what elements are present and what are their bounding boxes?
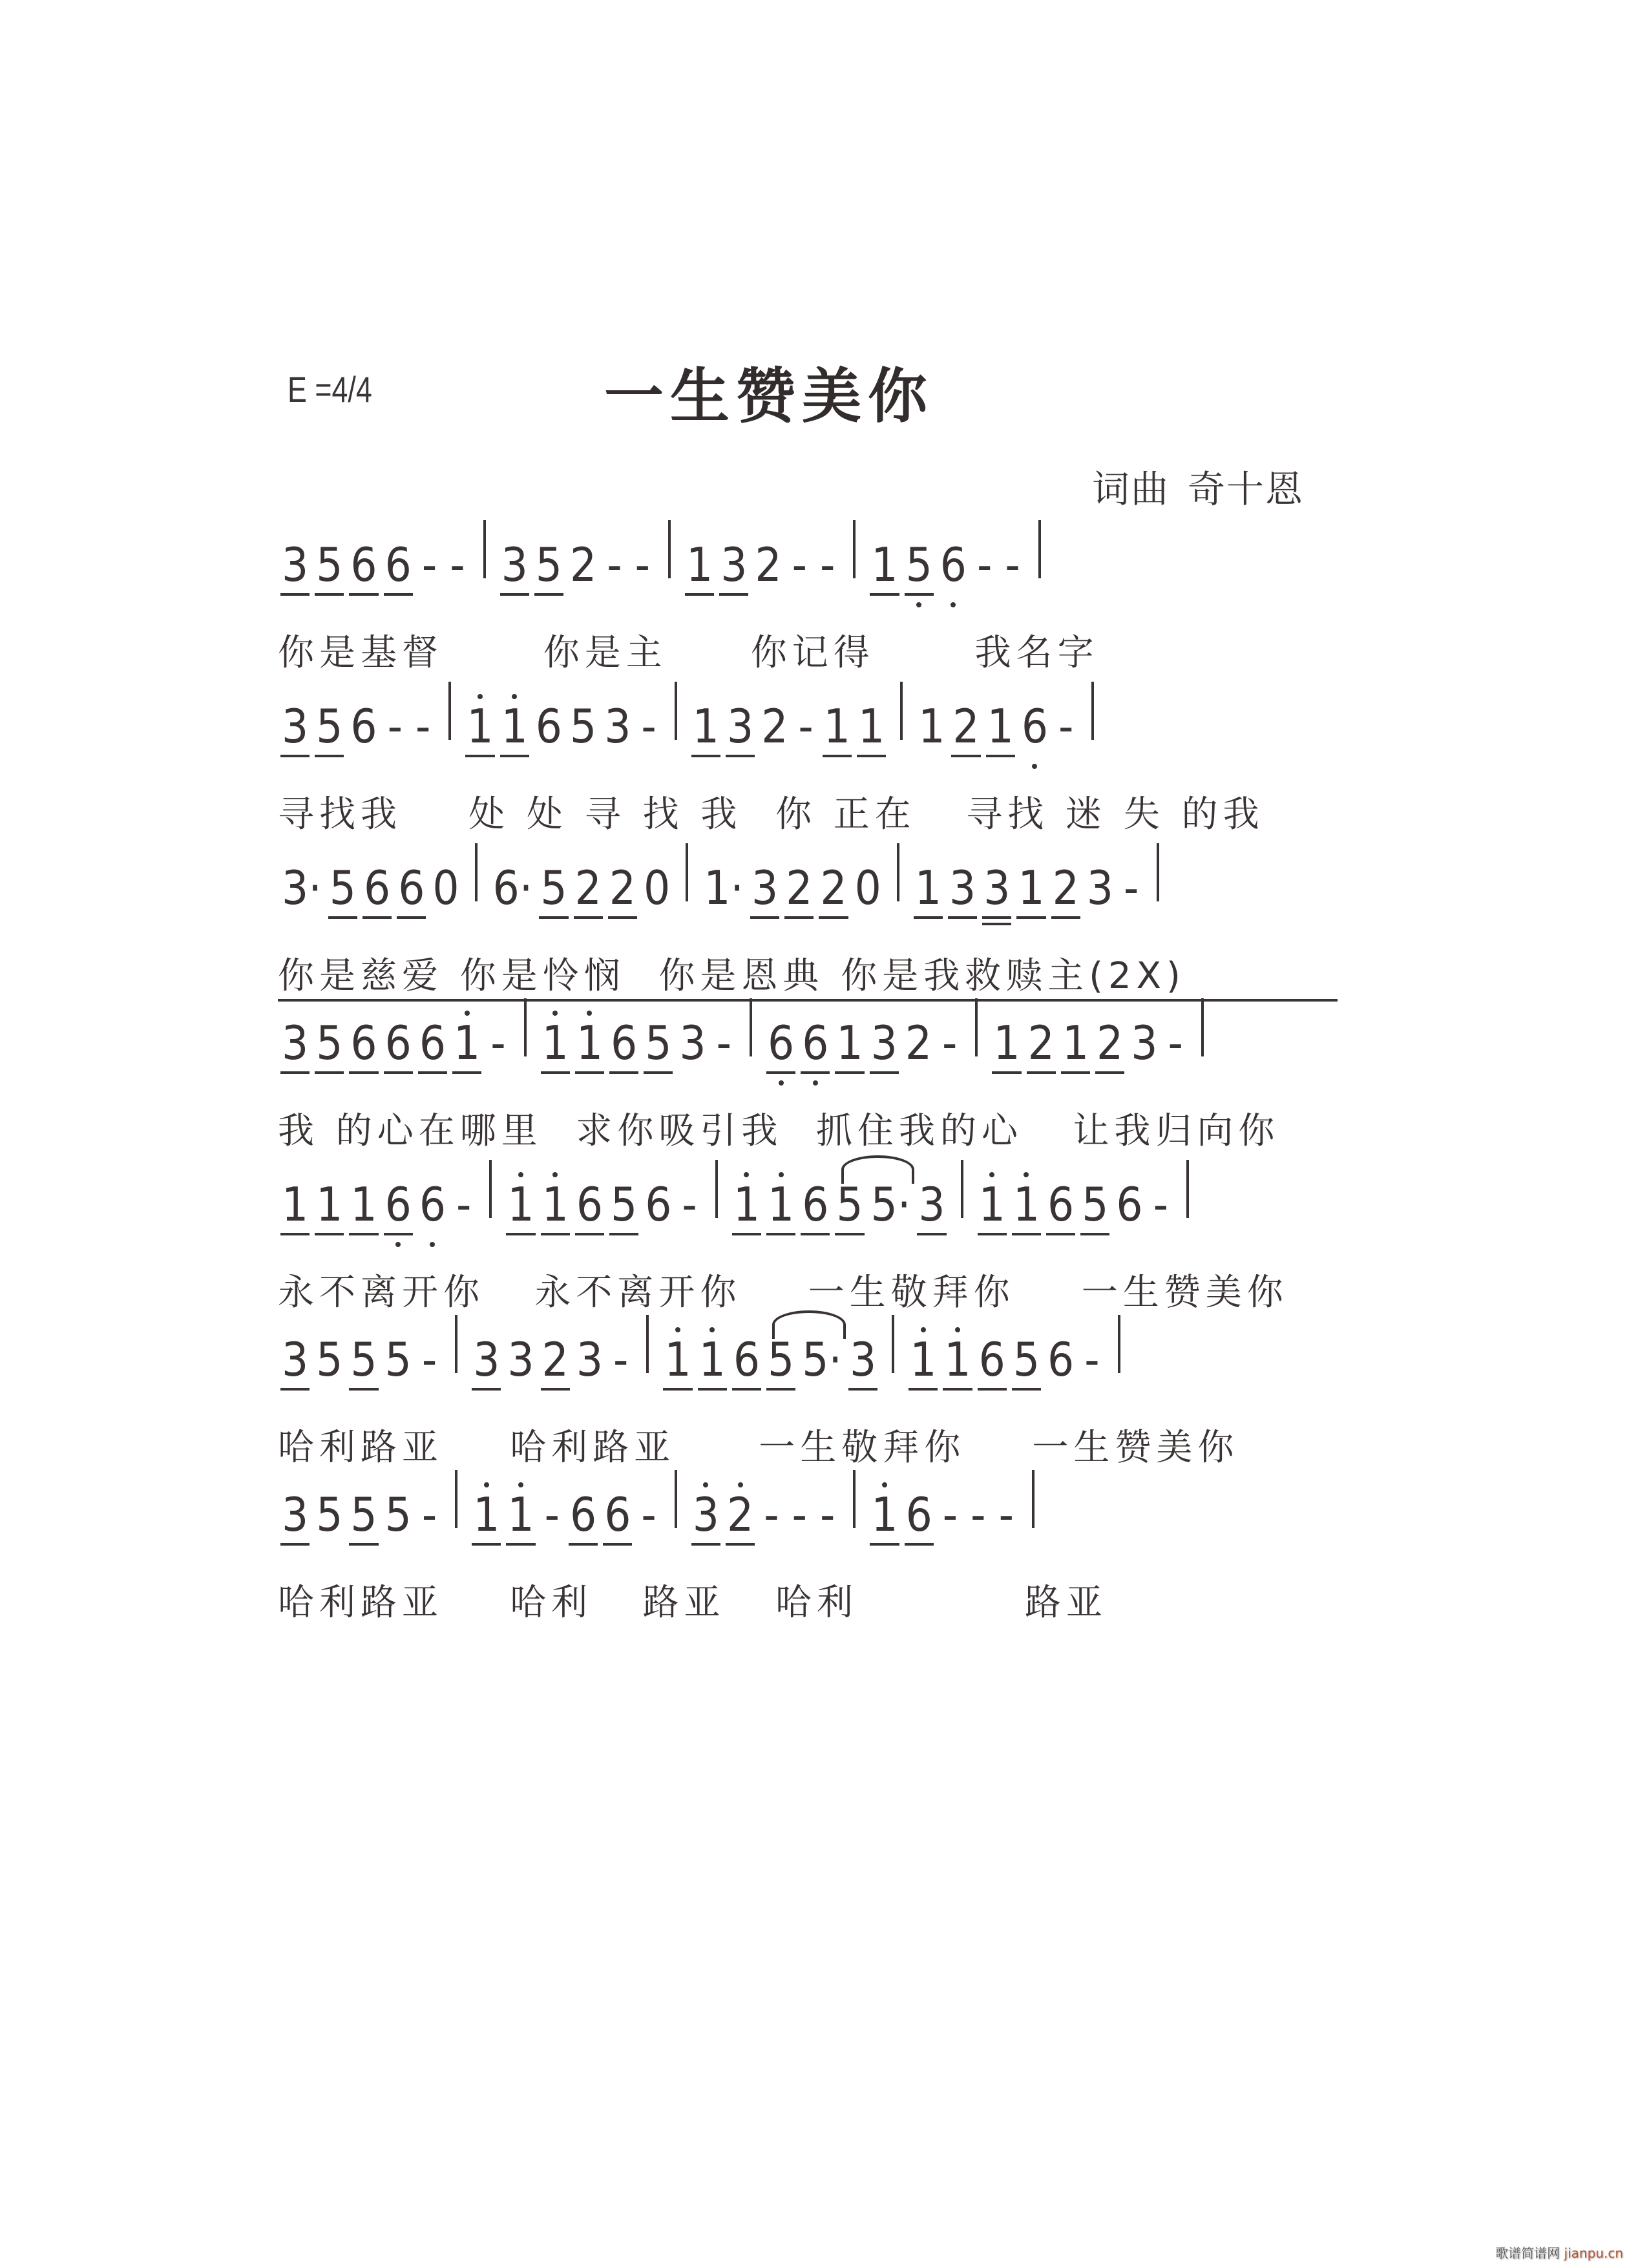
note: 3 bbox=[498, 541, 532, 588]
note: 5 bbox=[316, 1332, 343, 1387]
hold-dash: - bbox=[942, 1016, 958, 1070]
note: 1 bbox=[867, 541, 901, 588]
notation-line bbox=[278, 672, 1338, 753]
note: 1 bbox=[764, 1181, 798, 1228]
note: 6 bbox=[1044, 1181, 1078, 1228]
note: 3 bbox=[576, 1332, 604, 1387]
note: 6 bbox=[975, 1336, 1009, 1383]
octave-up-dot-icon bbox=[955, 1327, 960, 1332]
note: 6 bbox=[566, 1491, 600, 1538]
note: 1 bbox=[940, 1336, 974, 1383]
note: 1 bbox=[450, 1020, 484, 1066]
note: 5 bbox=[1009, 1336, 1044, 1383]
hold-dash: - bbox=[819, 1487, 835, 1542]
notation-line bbox=[278, 1150, 1338, 1232]
note: 1 bbox=[911, 865, 945, 911]
hold-dash: - bbox=[387, 699, 403, 753]
note: 3 bbox=[723, 703, 757, 750]
note: 3 bbox=[1131, 1016, 1158, 1070]
barline bbox=[1038, 520, 1041, 578]
score-row bbox=[278, 1305, 1338, 1471]
note: 2 bbox=[1093, 1020, 1127, 1066]
note: 0 bbox=[432, 861, 459, 915]
note: 6 bbox=[607, 1020, 641, 1066]
barline bbox=[853, 1470, 856, 1528]
note: 6 bbox=[360, 865, 394, 911]
barline bbox=[892, 1315, 894, 1373]
note: 2 bbox=[816, 865, 850, 911]
note: 5 bbox=[312, 1020, 346, 1066]
hold-dash: - bbox=[976, 538, 993, 592]
note: 6 bbox=[902, 1491, 936, 1538]
note: 1 bbox=[689, 703, 723, 750]
note: 1 bbox=[975, 1181, 1009, 1228]
note: 1 bbox=[503, 1491, 538, 1538]
barline bbox=[853, 520, 856, 578]
note: 1 bbox=[463, 703, 497, 750]
octave-up-dot-icon bbox=[478, 694, 483, 699]
note: 6 bbox=[645, 1177, 672, 1232]
note: 2 bbox=[761, 699, 788, 753]
octave-down-dot-icon bbox=[395, 1242, 401, 1247]
octave-up-dot-icon bbox=[587, 1011, 592, 1016]
octave-down-dot-icon bbox=[779, 1080, 784, 1086]
hold-dash: - bbox=[421, 538, 437, 592]
hold-dash: - bbox=[798, 699, 814, 753]
barline bbox=[1157, 843, 1159, 901]
credit-name: 奇十恩 bbox=[1188, 467, 1305, 511]
note: 6 bbox=[1047, 1332, 1075, 1387]
note: 3 bbox=[278, 541, 312, 588]
octave-down-dot-icon bbox=[430, 1242, 435, 1247]
barline bbox=[524, 998, 527, 1056]
note: 2 bbox=[755, 538, 782, 592]
lyrics-line: 寻找我 处 处 寻 找 我 你 正在 寻找 迷 失 的我 bbox=[278, 793, 1265, 835]
note: 3 bbox=[945, 865, 980, 911]
note: 3 bbox=[689, 1491, 723, 1538]
note: 3· bbox=[282, 861, 322, 915]
barline bbox=[668, 520, 671, 578]
note: 5 bbox=[384, 1332, 412, 1387]
note: 5 bbox=[536, 865, 571, 911]
note: 1 bbox=[1009, 1181, 1044, 1228]
hold-dash: - bbox=[1084, 1332, 1100, 1387]
note: 6 bbox=[730, 1336, 764, 1383]
notation-line bbox=[278, 1305, 1338, 1387]
octave-up-dot-icon bbox=[703, 1482, 708, 1487]
note: 5 bbox=[1078, 1181, 1112, 1228]
note: 1 bbox=[854, 703, 888, 750]
note: 2 bbox=[538, 1336, 572, 1383]
note: 1 bbox=[918, 699, 945, 753]
note: 2 bbox=[1024, 1020, 1058, 1066]
note: 1 bbox=[1014, 865, 1048, 911]
watermark-url: jianpu.cn bbox=[1564, 2245, 1623, 2261]
octave-up-dot-icon bbox=[1024, 1172, 1029, 1177]
octave-up-dot-icon bbox=[744, 1172, 749, 1177]
note: 5 bbox=[384, 1487, 412, 1542]
barline bbox=[1118, 1315, 1120, 1373]
note: 2 bbox=[782, 865, 816, 911]
watermark-site: 歌谱简谱网 bbox=[1495, 2245, 1560, 2261]
hold-dash: - bbox=[641, 699, 656, 753]
barline bbox=[1091, 682, 1094, 740]
note: 6 bbox=[764, 1020, 798, 1066]
hold-dash: - bbox=[792, 1487, 807, 1542]
note: 1 bbox=[346, 1181, 381, 1228]
hold-dash: - bbox=[716, 1016, 732, 1070]
octave-up-dot-icon bbox=[709, 1327, 715, 1332]
note: 3 bbox=[846, 1336, 880, 1383]
hold-dash: - bbox=[1124, 861, 1139, 915]
note: 5 bbox=[346, 1336, 381, 1383]
barline bbox=[750, 998, 752, 1056]
note: 6· bbox=[492, 861, 533, 915]
octave-up-dot-icon bbox=[518, 1172, 523, 1177]
lyrics-line: 你是慈爱 你是怜悯 你是恩典 你是我救赎主(2X) bbox=[278, 947, 1338, 1002]
note: 2 bbox=[1049, 865, 1083, 911]
note: 3 bbox=[507, 1332, 534, 1387]
note: 6 bbox=[350, 699, 377, 753]
note: 6 bbox=[394, 865, 428, 911]
hold-dash: - bbox=[421, 1332, 437, 1387]
note: 1· bbox=[704, 861, 744, 915]
note: 6 bbox=[346, 1020, 381, 1066]
note: 6 bbox=[798, 1181, 832, 1228]
barline bbox=[686, 843, 688, 901]
notation-line bbox=[278, 989, 1338, 1070]
hold-dash: - bbox=[456, 1177, 472, 1232]
hold-dash: - bbox=[421, 1487, 437, 1542]
barline bbox=[900, 682, 903, 740]
hold-dash: - bbox=[682, 1177, 697, 1232]
note: 1 bbox=[498, 703, 532, 750]
lyrics-line: 哈利路亚 哈利 路亚 哈利 路亚 bbox=[278, 1582, 1108, 1624]
note: 0 bbox=[643, 861, 671, 915]
note: 5 bbox=[326, 865, 360, 911]
note: 6 bbox=[535, 699, 562, 753]
octave-down-dot-icon bbox=[1032, 764, 1037, 769]
barline bbox=[448, 682, 451, 740]
barline bbox=[715, 1160, 718, 1218]
score-row bbox=[278, 672, 1338, 837]
barline bbox=[1032, 1470, 1035, 1528]
lyrics-line: 永不离开你 永不离开你 一生敬拜你 一生赞美你 bbox=[278, 1272, 1288, 1314]
barline bbox=[489, 1160, 492, 1218]
note: 1 bbox=[660, 1336, 695, 1383]
barline bbox=[675, 1470, 677, 1528]
note: 5 bbox=[312, 541, 346, 588]
octave-up-dot-icon bbox=[518, 1482, 523, 1487]
note: 5· bbox=[867, 1181, 915, 1228]
note: 6 bbox=[415, 1181, 450, 1228]
note: 6 bbox=[600, 1491, 635, 1538]
note: 5 bbox=[532, 541, 566, 588]
notation-line bbox=[278, 834, 1338, 915]
hold-dash: - bbox=[942, 1487, 958, 1542]
octave-up-dot-icon bbox=[882, 1482, 887, 1487]
octave-up-dot-icon bbox=[675, 1327, 680, 1332]
note: 2 bbox=[723, 1491, 757, 1538]
note: 6 bbox=[381, 1020, 415, 1066]
note: 2 bbox=[905, 1016, 932, 1070]
note: 3 bbox=[748, 865, 782, 911]
barline bbox=[961, 1160, 963, 1218]
hold-dash: - bbox=[641, 1487, 656, 1542]
note: 1 bbox=[682, 541, 717, 588]
watermark bbox=[1495, 2243, 1623, 2262]
note: 6 bbox=[415, 1020, 450, 1066]
hold-dash: - bbox=[607, 538, 622, 592]
hold-dash: - bbox=[764, 1487, 779, 1542]
octave-up-dot-icon bbox=[552, 1172, 558, 1177]
score-row bbox=[278, 989, 1338, 1154]
note: 2 bbox=[570, 538, 597, 592]
note: 5 bbox=[607, 1181, 641, 1228]
note: 6 bbox=[798, 1020, 832, 1066]
octave-up-dot-icon bbox=[465, 1011, 470, 1016]
note: 1 bbox=[503, 1181, 538, 1228]
octave-up-dot-icon bbox=[512, 694, 517, 699]
hold-dash: - bbox=[1005, 538, 1020, 592]
note: 3 bbox=[278, 1336, 312, 1383]
note: 2 bbox=[949, 703, 983, 750]
song-title: 一生赞美你 bbox=[604, 361, 934, 431]
note: 5 bbox=[316, 1487, 343, 1542]
note: 5 bbox=[641, 1020, 675, 1066]
note: 6 bbox=[346, 541, 381, 588]
note: 1 bbox=[867, 1491, 901, 1538]
note: 1 bbox=[538, 1020, 572, 1066]
note: 1 bbox=[572, 1020, 607, 1066]
octave-down-dot-icon bbox=[813, 1080, 818, 1086]
barline bbox=[475, 843, 478, 901]
note: 6 bbox=[1116, 1177, 1143, 1232]
barline bbox=[897, 843, 899, 901]
note: 5 bbox=[346, 1491, 381, 1538]
octave-down-dot-icon bbox=[916, 602, 921, 607]
note: 1 bbox=[1058, 1020, 1093, 1066]
hold-dash: - bbox=[792, 538, 807, 592]
note: 1 bbox=[312, 1181, 346, 1228]
note: 1 bbox=[820, 703, 854, 750]
note: 3 bbox=[278, 1020, 312, 1066]
note: 5 bbox=[312, 703, 346, 750]
hold-dash: - bbox=[490, 1016, 506, 1070]
note: 3 bbox=[867, 1020, 901, 1066]
note: 1 bbox=[278, 1181, 312, 1228]
note: 3 bbox=[914, 1181, 949, 1228]
note: 2 bbox=[605, 865, 640, 911]
barline bbox=[1201, 998, 1204, 1056]
note: 5· bbox=[798, 1336, 846, 1383]
note: 3 bbox=[278, 1491, 312, 1538]
notation-line bbox=[278, 1460, 1338, 1542]
note: 3 bbox=[717, 541, 751, 588]
note: 5 bbox=[570, 699, 597, 753]
key-signature: E =4/4 bbox=[288, 369, 372, 410]
barline bbox=[675, 682, 677, 740]
score-row bbox=[278, 1150, 1338, 1316]
note: 0 bbox=[854, 861, 881, 915]
note: 3 bbox=[980, 865, 1014, 911]
note: 3 bbox=[604, 699, 631, 753]
lyrics-line: 哈利路亚 哈利路亚 一生敬拜你 一生赞美你 bbox=[278, 1427, 1239, 1469]
note: 6 bbox=[1018, 703, 1052, 750]
credits bbox=[1092, 459, 1304, 513]
hold-dash: - bbox=[613, 1332, 629, 1387]
note: 2 bbox=[571, 865, 605, 911]
note: 1 bbox=[983, 703, 1018, 750]
note: 1 bbox=[906, 1336, 940, 1383]
score-row bbox=[278, 510, 1338, 676]
hold-dash: - bbox=[415, 699, 431, 753]
octave-up-dot-icon bbox=[738, 1482, 743, 1487]
score-row bbox=[278, 1460, 1338, 1626]
octave-up-dot-icon bbox=[921, 1327, 926, 1332]
note: 1 bbox=[989, 1020, 1024, 1066]
octave-up-dot-icon bbox=[484, 1482, 489, 1487]
hold-dash: - bbox=[819, 538, 835, 592]
hold-dash: - bbox=[1153, 1177, 1169, 1232]
lyrics-line: 我 的心在哪里 求你吸引我 抓住我的心 让我归向你 bbox=[278, 1110, 1280, 1152]
note: 6 bbox=[381, 541, 415, 588]
notation-line bbox=[278, 510, 1338, 592]
octave-down-dot-icon bbox=[951, 602, 956, 607]
octave-up-dot-icon bbox=[552, 1011, 558, 1016]
note: 6 bbox=[381, 1181, 415, 1228]
note: 3 bbox=[679, 1016, 706, 1070]
note: 3 bbox=[278, 703, 312, 750]
note: 5 bbox=[832, 1181, 867, 1228]
note: 6 bbox=[936, 541, 971, 588]
lyrics-line: 你是基督 你是主 你记得 我名字 bbox=[278, 632, 1099, 674]
note: 1 bbox=[469, 1491, 503, 1538]
octave-up-dot-icon bbox=[779, 1172, 784, 1177]
note: 3 bbox=[1086, 861, 1113, 915]
barline bbox=[455, 1470, 457, 1528]
hold-dash: - bbox=[1168, 1016, 1183, 1070]
note: 1 bbox=[730, 1181, 764, 1228]
note: 1 bbox=[832, 1020, 867, 1066]
hold-dash: - bbox=[1058, 699, 1074, 753]
note: 1 bbox=[695, 1336, 730, 1383]
hold-dash: - bbox=[450, 538, 465, 592]
note: 6 bbox=[572, 1181, 607, 1228]
hold-dash: - bbox=[998, 1487, 1014, 1542]
note: 3 bbox=[469, 1336, 503, 1383]
octave-up-dot-icon bbox=[989, 1172, 994, 1177]
note: 5 bbox=[902, 541, 936, 588]
note: 1 bbox=[538, 1181, 572, 1228]
hold-dash: - bbox=[971, 1487, 986, 1542]
barline bbox=[1186, 1160, 1189, 1218]
barline bbox=[455, 1315, 457, 1373]
barline bbox=[646, 1315, 649, 1373]
barline bbox=[483, 520, 486, 578]
note: 5 bbox=[764, 1336, 798, 1383]
score-row bbox=[278, 834, 1338, 1002]
credit-label: 词曲 bbox=[1092, 467, 1170, 511]
hold-dash: - bbox=[635, 538, 650, 592]
hold-dash: - bbox=[544, 1487, 560, 1542]
barline bbox=[975, 998, 978, 1056]
